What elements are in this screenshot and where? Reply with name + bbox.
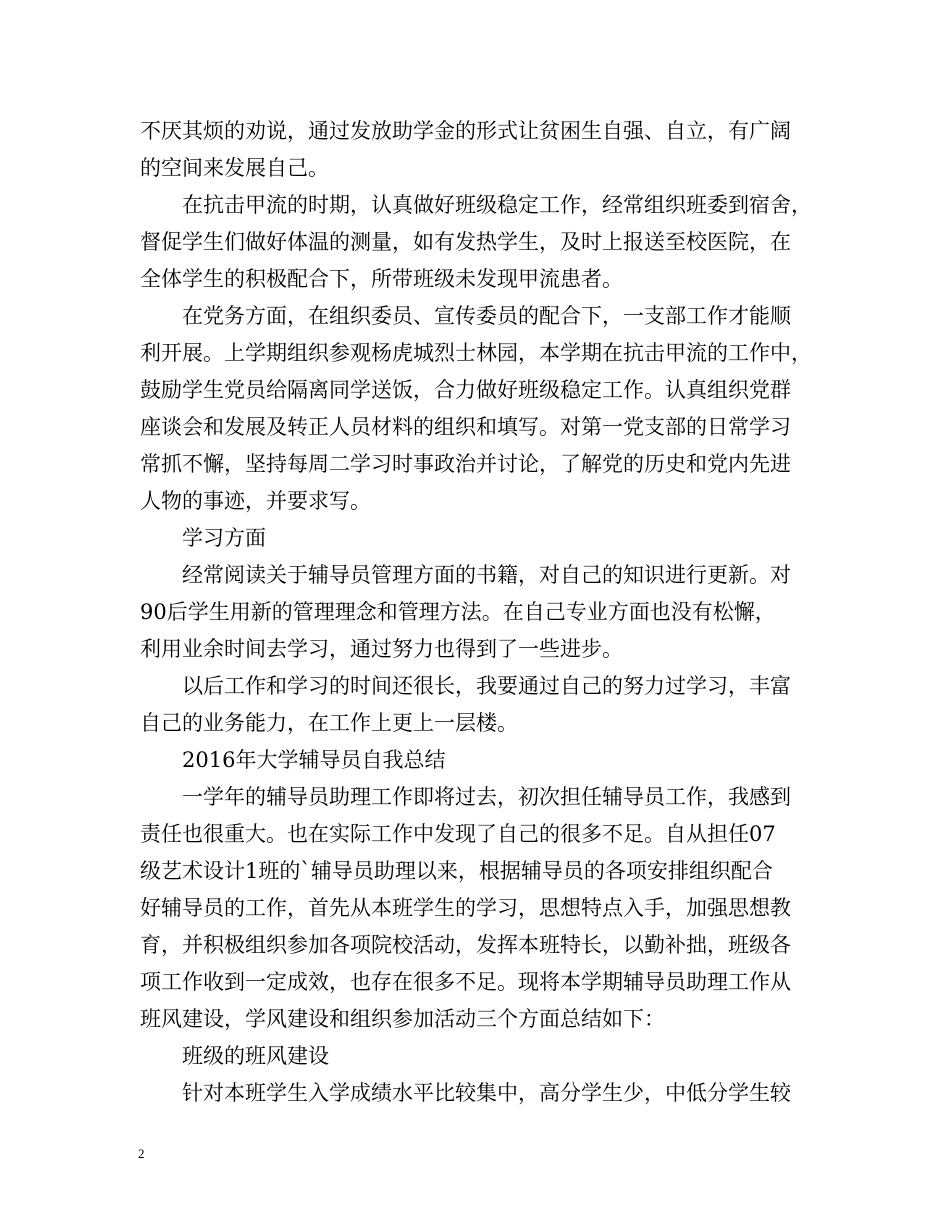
text-line: 项工作收到一定成效，也存在很多不足。现将本学期辅导员助理工作从 [140, 970, 791, 994]
paragraph-start: 在党务方面，在组织委员、宣传委员的配合下，一支部工作才能顺 [182, 304, 791, 328]
text-line: 常抓不懈，坚持每周二学习时事政治并讨论，了解党的历史和党内先进 [140, 452, 791, 476]
paragraph-start: 一学年的辅导员助理工作即将过去，初次担任辅导员工作，我感到 [182, 785, 791, 809]
text-line: 鼓励学生党员给隔离同学送饭，合力做好班级稳定工作。认真组织党群 [140, 378, 791, 402]
paragraph-start: 经常阅读关于辅导员管理方面的书籍，对自己的知识进行更新。对 [182, 563, 791, 587]
text-line: 好辅导员的工作，首先从本班学生的学习，思想特点入手，加强思想教 [140, 896, 791, 920]
text-line: 班风建设，学风建设和组织参加活动三个方面总结如下： [140, 1007, 665, 1031]
paragraph-start: 以后工作和学习的时间还很长，我要通过自己的努力过学习，丰富 [182, 674, 791, 698]
text-line: 的空间来发展自己。 [140, 156, 329, 180]
paragraph-start: 在抗击甲流的时期，认真做好班级稳定工作，经常组织班委到宿舍， [182, 193, 812, 217]
paragraph-start: 针对本班学生入学成绩水平比较集中，高分学生少，中低分学生较 [182, 1081, 791, 1105]
text-line: 90后学生用新的管理理念和管理方法。在自己专业方面也没有松懈， [140, 600, 776, 624]
text-line: 人物的事迹，并要求写。 [140, 489, 371, 513]
text-line: 育，并积极组织参加各项院校活动，发挥本班特长，以勤补拙，班级各 [140, 933, 791, 957]
text-line: 责任也很重大。也在实际工作中发现了自己的很多不足。自从担任07 [140, 822, 776, 846]
text-line: 座谈会和发展及转正人员材料的组织和填写。对第一党支部的日常学习 [140, 415, 791, 439]
text-line: 督促学生们做好体温的测量，如有发热学生，及时上报送至校医院，在 [140, 230, 791, 254]
section-heading: 学习方面 [182, 526, 266, 550]
document-body [140, 113, 820, 1112]
text-line: 利用业余时间去学习，通过努力也得到了一些进步。 [140, 637, 623, 661]
text-line: 不厌其烦的劝说，通过发放助学金的形式让贫困生自强、自立，有广阔 [140, 119, 791, 143]
text-line: 全体学生的积极配合下，所带班级未发现甲流患者。 [140, 267, 623, 291]
page-number: 2 [138, 1146, 145, 1161]
text-line: 利开展。上学期组织参观杨虎城烈士林园，本学期在抗击甲流的工作中， [140, 341, 812, 365]
text-line: 级艺术设计1班的`辅导员助理以来，根据辅导员的各项安排组织配合 [140, 859, 773, 883]
section-heading: 2016年大学辅导员自我总结 [182, 748, 446, 772]
text-line: 自己的业务能力，在工作上更上一层楼。 [140, 711, 518, 735]
section-heading: 班级的班风建设 [182, 1044, 329, 1068]
